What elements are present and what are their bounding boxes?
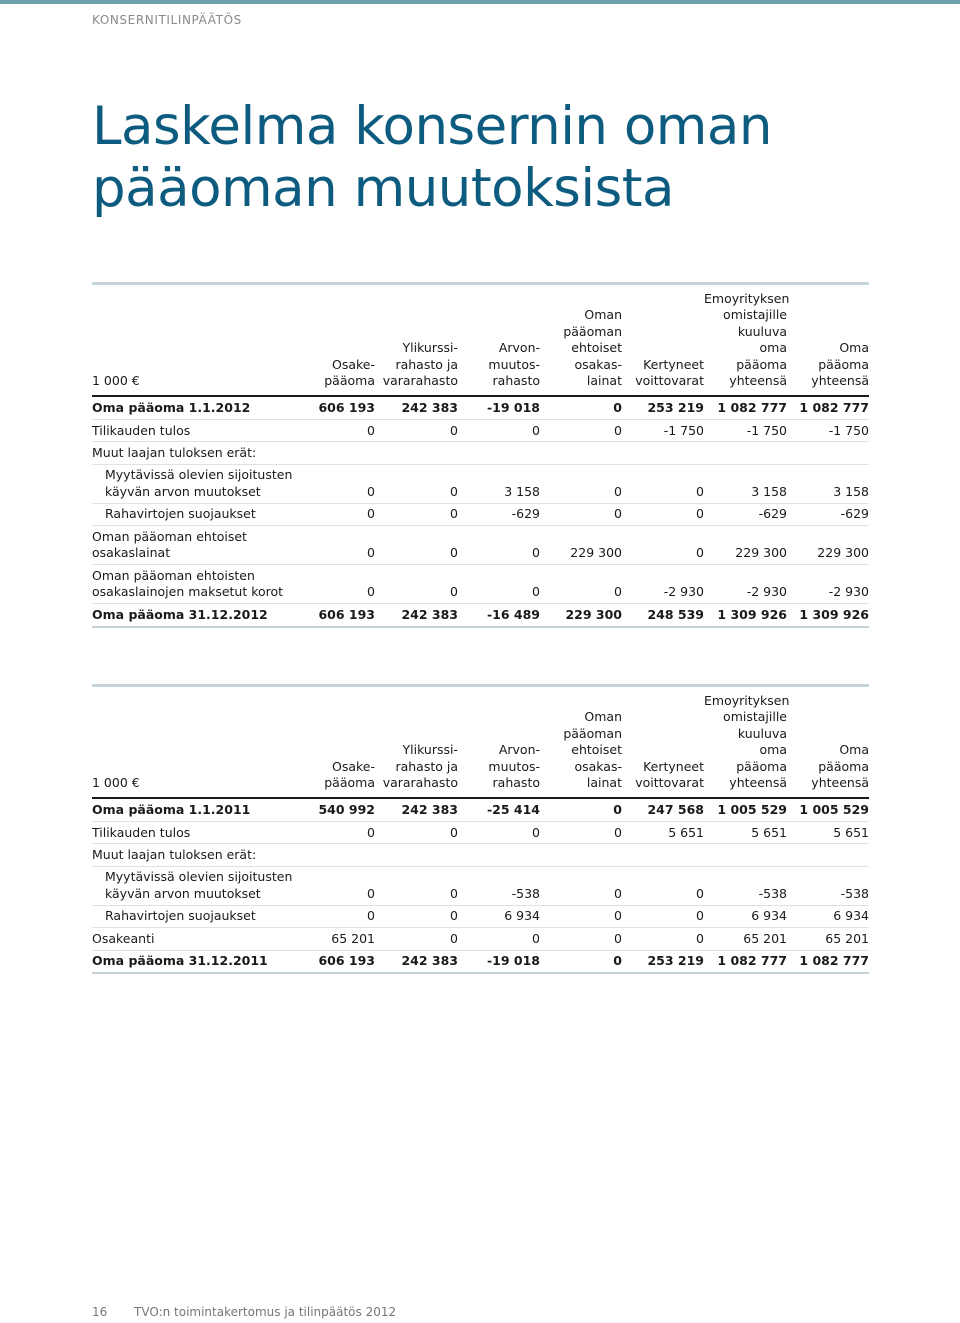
table-cell: 0 — [540, 798, 622, 821]
row-label-line: Oman pääoman ehtoiset — [92, 528, 247, 544]
table-row — [92, 442, 869, 464]
row-label-line: Rahavirtojen suojaukset — [105, 506, 256, 522]
page-title — [92, 96, 772, 220]
row-label — [92, 844, 318, 866]
column-header-line: lainat — [586, 775, 622, 791]
column-header-line: rahasto ja — [395, 356, 458, 372]
table-cell: 3 158 — [787, 464, 869, 503]
column-header-line: Osake- — [331, 356, 375, 372]
table-cell: -538 — [787, 866, 869, 905]
table-cell: -1 750 — [622, 419, 704, 441]
table-cell: 0 — [458, 526, 540, 565]
table-cell: 0 — [540, 928, 622, 950]
table-cell: 0 — [540, 503, 622, 525]
column-header-line: Kertyneet — [643, 356, 704, 372]
column-header-line: Osake- — [331, 758, 375, 774]
column-header-line: rahasto — [492, 373, 540, 389]
table-cell: 0 — [375, 526, 458, 565]
table-row — [92, 464, 869, 503]
table-cell: -16 489 — [458, 604, 540, 627]
column-header — [375, 284, 458, 397]
column-header-line: Ylikurssi- — [402, 742, 458, 758]
table-row — [92, 526, 869, 565]
table-cell: 3 158 — [704, 464, 787, 503]
column-header-line: pääoma — [818, 758, 869, 774]
table-row — [92, 565, 869, 604]
table-cell: 0 — [540, 821, 622, 843]
row-label-line: Myytävissä olevien sijoitusten — [105, 869, 293, 885]
row-label — [92, 821, 318, 843]
table-cell: -538 — [704, 866, 787, 905]
table-cell: 229 300 — [704, 526, 787, 565]
row-label — [92, 950, 318, 973]
column-header-line: yhteensä — [811, 373, 869, 389]
column-header — [787, 284, 869, 397]
row-label-line: Oma pääoma 31.12.2012 — [92, 606, 268, 622]
row-label — [92, 464, 318, 503]
column-header-line: ehtoiset — [571, 742, 622, 758]
table-cell: 0 — [622, 464, 704, 503]
table-cell: 606 193 — [318, 396, 375, 419]
table-cell — [540, 442, 622, 464]
table-cell: 0 — [375, 866, 458, 905]
table-cell — [318, 442, 375, 464]
top-accent-bar — [0, 0, 960, 4]
row-label — [92, 565, 318, 604]
table-cell: 0 — [458, 928, 540, 950]
table-cell: 1 005 529 — [787, 798, 869, 821]
table-cell — [704, 844, 787, 866]
row-label — [92, 905, 318, 927]
row-label — [92, 419, 318, 441]
table-cell: 0 — [318, 866, 375, 905]
table-cell: 540 992 — [318, 798, 375, 821]
table-cell: 253 219 — [622, 950, 704, 973]
table-cell: 1 005 529 — [704, 798, 787, 821]
column-header-line: osakas- — [574, 356, 622, 372]
table-cell: 5 651 — [622, 821, 704, 843]
column-header-line: pääoma — [736, 758, 787, 774]
table-cell — [704, 442, 787, 464]
table-row — [92, 419, 869, 441]
column-header-line: Emoyrityksen — [704, 693, 790, 708]
row-label-line: Muut laajan tuloksen erät: — [92, 445, 257, 460]
row-label-line: Tilikauden tulos — [92, 824, 191, 840]
table-cell: 242 383 — [375, 396, 458, 419]
row-label-line: käyvän arvon muutokset — [105, 885, 261, 901]
page-number: 16 — [92, 1305, 108, 1319]
table-cell: 6 934 — [704, 905, 787, 927]
table-row — [92, 503, 869, 525]
table-cell: 1 082 777 — [787, 396, 869, 419]
row-label-line: Osakeanti — [92, 930, 155, 946]
row-label-line: osakaslainojen maksetut korot — [92, 584, 284, 600]
table-cell: 606 193 — [318, 950, 375, 973]
balance-row — [92, 798, 869, 821]
column-header-line: osakas- — [574, 758, 622, 774]
table-cell: 65 201 — [318, 928, 375, 950]
table-cell: 606 193 — [318, 604, 375, 627]
table-cell: 0 — [318, 464, 375, 503]
table-cell: 248 539 — [622, 604, 704, 627]
column-header — [622, 284, 704, 397]
column-header — [622, 686, 704, 799]
table-cell: 6 934 — [787, 905, 869, 927]
table-cell: 3 158 — [458, 464, 540, 503]
equity-table-2011 — [92, 684, 869, 974]
column-header-line: rahasto ja — [395, 758, 458, 774]
table-cell: 0 — [318, 503, 375, 525]
table-cell: 0 — [622, 928, 704, 950]
row-label — [92, 396, 318, 419]
table-row — [92, 905, 869, 927]
row-label — [92, 442, 318, 464]
table-cell — [375, 442, 458, 464]
table-cell — [622, 442, 704, 464]
table-cell: -629 — [787, 503, 869, 525]
table-cell: 247 568 — [622, 798, 704, 821]
column-header — [540, 686, 622, 799]
table-cell: 0 — [375, 419, 458, 441]
table-cell: 65 201 — [787, 928, 869, 950]
table-cell: 5 651 — [787, 821, 869, 843]
column-header-line: yhteensä — [729, 373, 787, 389]
column-header — [375, 686, 458, 799]
column-header-line: kuuluva — [737, 725, 787, 741]
table-cell: 0 — [318, 821, 375, 843]
table-cell: 1 082 777 — [787, 950, 869, 973]
table-cell: 0 — [318, 905, 375, 927]
column-header-line: oma — [759, 340, 787, 356]
table-cell: 0 — [458, 419, 540, 441]
table-cell: 0 — [622, 526, 704, 565]
table-cell: 242 383 — [375, 798, 458, 821]
table-cell: 253 219 — [622, 396, 704, 419]
column-header-line: Oma — [839, 340, 869, 356]
table-cell: 5 651 — [704, 821, 787, 843]
table-cell: 0 — [540, 565, 622, 604]
column-header-line: pääoman — [563, 725, 622, 741]
table-cell: 0 — [540, 419, 622, 441]
table-cell: 229 300 — [787, 526, 869, 565]
row-label — [92, 503, 318, 525]
table-cell: -629 — [704, 503, 787, 525]
column-header-line: omistajille — [723, 709, 787, 725]
column-header-line: pääoman — [563, 323, 622, 339]
table-cell: 0 — [318, 419, 375, 441]
table-row — [92, 928, 869, 950]
table-cell: 0 — [318, 526, 375, 565]
table-cell: 0 — [540, 905, 622, 927]
column-header — [458, 686, 540, 799]
column-header-line: omistajille — [723, 307, 787, 323]
page-title-line-1: Laskelma konsernin oman — [92, 96, 772, 157]
row-label — [92, 604, 318, 627]
column-header-line: voittovarat — [635, 373, 704, 389]
table-cell — [622, 844, 704, 866]
column-header-line: yhteensä — [729, 775, 787, 791]
table-cell: -2 930 — [622, 565, 704, 604]
table-row — [92, 821, 869, 843]
column-header-line: voittovarat — [635, 775, 704, 791]
row-label — [92, 798, 318, 821]
column-header — [540, 284, 622, 397]
table-cell: 0 — [540, 866, 622, 905]
row-label — [92, 526, 318, 565]
column-header-line: kuuluva — [737, 323, 787, 339]
table-row — [92, 844, 869, 866]
table-cell: 0 — [622, 503, 704, 525]
table-cell: 1 309 926 — [704, 604, 787, 627]
column-header-line: pääoma — [324, 373, 375, 389]
unit-label: 1 000 € — [92, 373, 140, 389]
table-cell: 0 — [375, 905, 458, 927]
column-header — [318, 686, 375, 799]
table-cell: 0 — [458, 565, 540, 604]
row-label-line: käyvän arvon muutokset — [105, 483, 261, 499]
column-header — [318, 284, 375, 397]
column-header-line: vararahasto — [382, 373, 458, 389]
table-cell: 1 082 777 — [704, 396, 787, 419]
table-cell — [458, 844, 540, 866]
table-cell: 0 — [375, 503, 458, 525]
table-cell: 0 — [375, 821, 458, 843]
column-header-line: Oman — [584, 709, 622, 725]
column-header-line: Emoyrityksen — [704, 291, 790, 306]
row-label-line: Myytävissä olevien sijoitusten — [105, 467, 293, 483]
column-header — [704, 284, 790, 397]
row-label-line: Oman pääoman ehtoisten — [92, 567, 255, 583]
column-header-line: muutos- — [488, 758, 540, 774]
column-header-line: Ylikurssi- — [402, 340, 458, 356]
column-header-line: lainat — [586, 373, 622, 389]
footer-text: TVO:n toimintakertomus ja tilinpäätös 2012 — [134, 1305, 397, 1319]
balance-row — [92, 396, 869, 419]
table-cell: 0 — [622, 905, 704, 927]
table-cell: 229 300 — [540, 604, 622, 627]
table-cell: -2 930 — [787, 565, 869, 604]
table-cell: 0 — [622, 866, 704, 905]
table-cell: 0 — [375, 928, 458, 950]
table-cell: 229 300 — [540, 526, 622, 565]
table-cell: 0 — [375, 565, 458, 604]
table-cell — [540, 844, 622, 866]
column-header — [458, 284, 540, 397]
table-cell — [787, 844, 869, 866]
table-header-row — [92, 686, 869, 799]
page-title-line-2: pääoman muutoksista — [92, 158, 674, 219]
row-label-line: Oma pääoma 1.1.2011 — [92, 802, 251, 818]
row-label-line: Tilikauden tulos — [92, 422, 191, 438]
row-label-line: Oma pääoma 31.12.2011 — [92, 953, 268, 969]
column-header-line: pääoma — [818, 356, 869, 372]
balance-row — [92, 950, 869, 973]
column-header-line: vararahasto — [382, 775, 458, 791]
column-header-line: rahasto — [492, 775, 540, 791]
row-label-line: Rahavirtojen suojaukset — [105, 908, 256, 924]
table-cell — [458, 442, 540, 464]
row-label-line: Oma pääoma 1.1.2012 — [92, 400, 251, 416]
unit-header — [92, 686, 318, 799]
column-header-line: Oma — [839, 742, 869, 758]
table-cell: -1 750 — [787, 419, 869, 441]
table-cell: 1 082 777 — [704, 950, 787, 973]
table-cell — [787, 442, 869, 464]
column-header-line: Arvon- — [498, 742, 540, 758]
table-cell: 6 934 — [458, 905, 540, 927]
table-header-row — [92, 284, 869, 397]
row-label — [92, 928, 318, 950]
table-cell: -19 018 — [458, 950, 540, 973]
column-header-line: pääoma — [324, 775, 375, 791]
column-header — [787, 686, 869, 799]
row-label — [92, 866, 318, 905]
column-header-line: oma — [759, 742, 787, 758]
table-cell: -2 930 — [704, 565, 787, 604]
table-cell: 0 — [540, 464, 622, 503]
column-header-line: Oman — [584, 307, 622, 323]
section-label: KONSERNITILINPÄÄTÖS — [92, 13, 242, 27]
table-cell: -25 414 — [458, 798, 540, 821]
table-cell — [318, 844, 375, 866]
column-header-line: yhteensä — [811, 775, 869, 791]
table-cell: -19 018 — [458, 396, 540, 419]
column-header-line: Arvon- — [498, 340, 540, 356]
column-header-line: muutos- — [488, 356, 540, 372]
unit-label: 1 000 € — [92, 775, 140, 791]
table-cell: -538 — [458, 866, 540, 905]
table-cell: 242 383 — [375, 950, 458, 973]
balance-row — [92, 604, 869, 627]
column-header — [704, 686, 790, 799]
table-cell: 65 201 — [704, 928, 787, 950]
table-cell: -1 750 — [704, 419, 787, 441]
row-label-line: Muut laajan tuloksen erät: — [92, 847, 257, 862]
row-label-line: osakaslainat — [92, 545, 171, 561]
column-header-line: Kertyneet — [643, 758, 704, 774]
column-header-line: pääoma — [736, 356, 787, 372]
table-cell: -629 — [458, 503, 540, 525]
equity-table-2012 — [92, 282, 869, 628]
table-cell: 0 — [458, 821, 540, 843]
column-header-line: ehtoiset — [571, 340, 622, 356]
unit-header — [92, 284, 318, 397]
table-cell — [375, 844, 458, 866]
table-cell: 0 — [318, 565, 375, 604]
table-cell: 0 — [540, 950, 622, 973]
table-row — [92, 866, 869, 905]
table-cell: 0 — [540, 396, 622, 419]
table-cell: 242 383 — [375, 604, 458, 627]
table-cell: 1 309 926 — [787, 604, 869, 627]
table-cell: 0 — [375, 464, 458, 503]
